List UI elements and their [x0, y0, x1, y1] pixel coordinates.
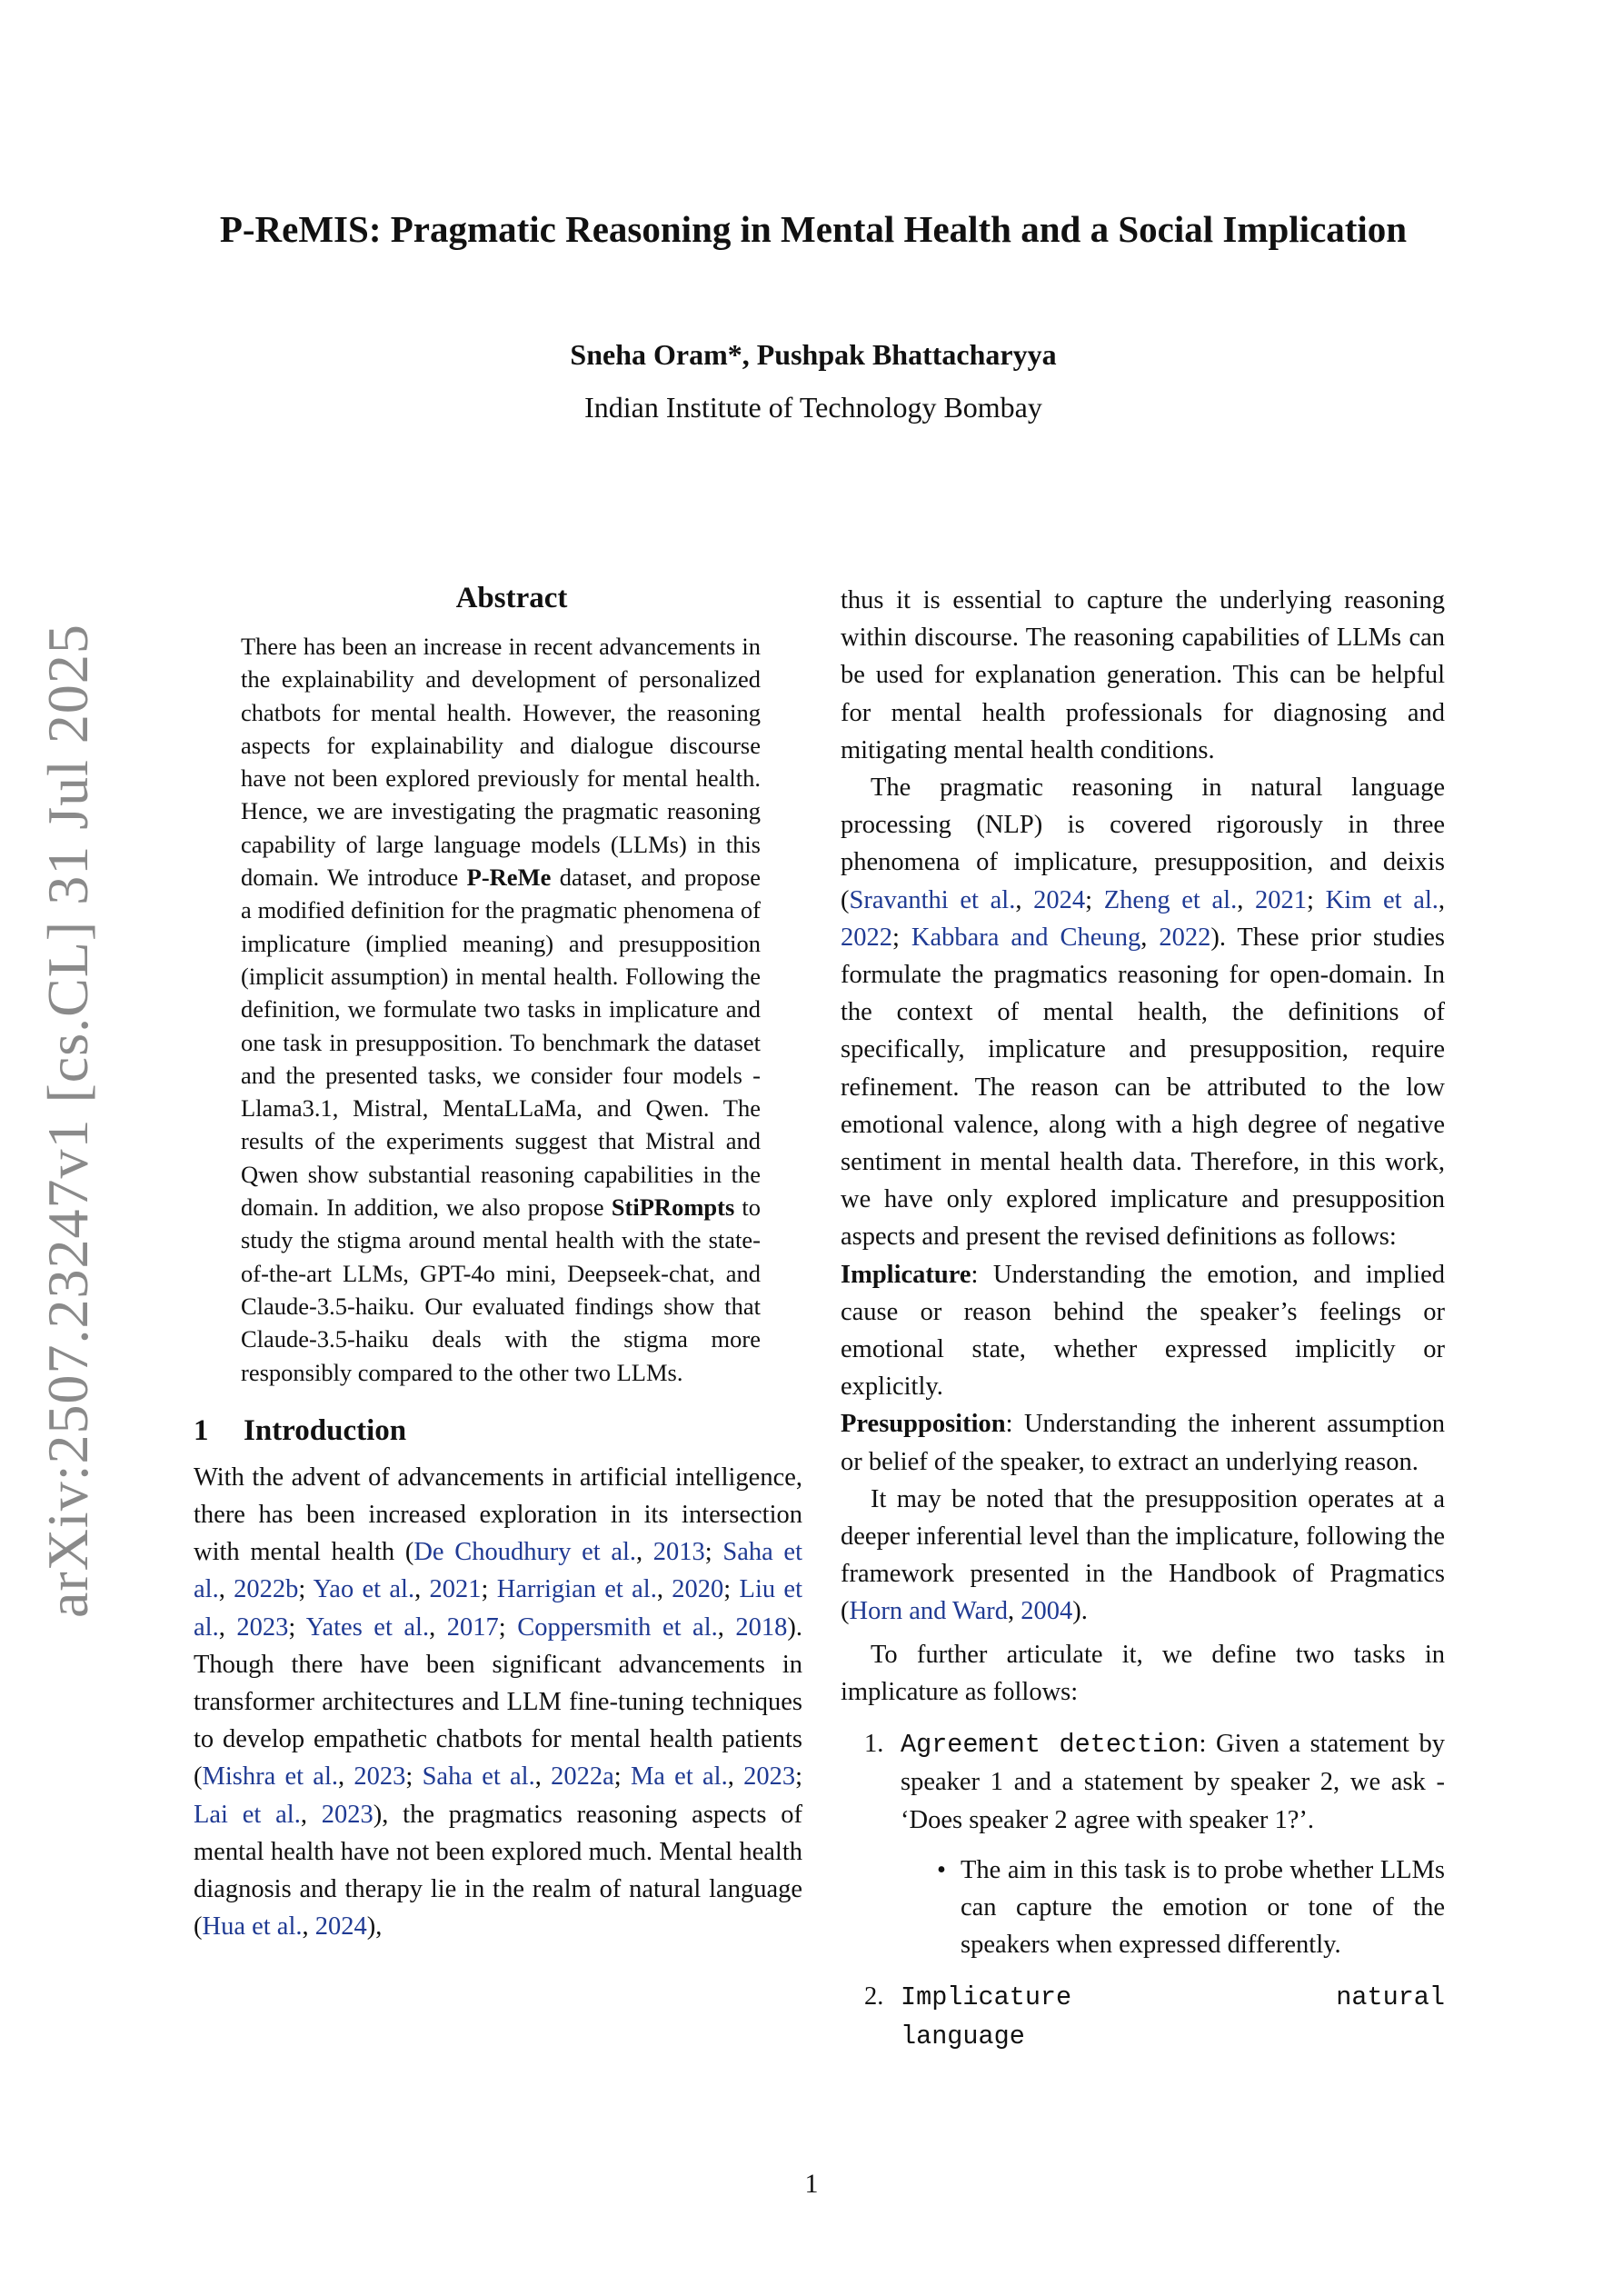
citation-year-link[interactable]: 2024 — [1033, 885, 1086, 914]
citation-link[interactable]: Hua et al. — [202, 1912, 303, 1942]
task-name: Agreement detection — [901, 1730, 1200, 1761]
pragmatics-paragraph: The pragmatic reasoning in natural language processing (NLP) is covered rigorously in three phenomena of implicature, presupposition, and deixis (Sravanthi et al., 2024; Zheng et al., 2021; Kim et al., 2022; Kabbara and Cheung, 2022). These prior studies formulate the pragmatics reasoning for open-domain. In the context of mental health, the definitions of specifically, implicature and presupposition, require refinement. The reason can be attributed to the low emotional valence, along with a high degree of negative sentiment in mental health data. Therefore, in this work, we have only explored implicature and presupposition aspects and present the revised definitions as follows: — [841, 774, 1446, 1252]
task-list — [841, 1725, 1445, 2055]
citation-year-link[interactable]: 2023 — [236, 1612, 289, 1642]
section-heading-introduction: 1 Introduction — [194, 1413, 407, 1447]
author-list: Sneha Oram*, Pushpak Bhattacharyya — [570, 338, 1057, 371]
presupposition-note-paragraph: It may be noted that the presupposition operates at a deeper inferential level than the implicature, following the framework presented in the Handbook of Pragmatics (Horn and Ward, 2004). — [841, 1484, 1445, 1626]
citation-year-link[interactable]: 2004 — [1021, 1597, 1073, 1626]
tasks-intro-paragraph: To further articulate it, we define two tasks in implicature as follows: — [841, 1640, 1445, 1706]
citation-year-link[interactable]: 2022b — [234, 1575, 299, 1604]
citation-year-link[interactable]: 2021 — [429, 1575, 482, 1604]
arxiv-identifier-stamp: arXiv:2507.23247v1 [cs.CL] 31 Jul 2025 — [35, 624, 100, 1618]
page-number: 1 — [804, 2169, 819, 2199]
citation-link[interactable]: Saha et al. — [422, 1762, 535, 1792]
bullet-icon: • — [937, 1855, 946, 1884]
citation-year-link[interactable]: 2024 — [314, 1912, 367, 1942]
citation-link[interactable]: Coppersmith et al. — [517, 1612, 718, 1642]
citation-link[interactable]: Ma et al. — [630, 1762, 728, 1792]
definition-presupposition: Presupposition: Understanding the inherent assumption or belief of the speaker, to extract an underlying reason. — [841, 1410, 1445, 1476]
paper-title: P-ReMIS: Pragmatic Reasoning in Mental Health and a Social Implication — [219, 208, 1408, 250]
citation-link[interactable]: Sravanthi et al. — [849, 885, 1016, 914]
citation-year-link[interactable]: 2017 — [446, 1612, 499, 1642]
citation-link[interactable]: Zheng et al. — [1103, 885, 1238, 914]
citation-link[interactable]: Mishra et al. — [202, 1762, 339, 1792]
citation-year-link[interactable]: 2022a — [551, 1762, 614, 1792]
citation-year-link[interactable]: 2018 — [735, 1612, 788, 1642]
citation-year-link[interactable]: 2013 — [652, 1538, 705, 1567]
citation-year-link[interactable]: 2021 — [1255, 885, 1308, 914]
task-item: 1. Agreement detection: Given a statement by speaker 1 and a statement by speaker 2, we ask - ‘Does speaker 2 agree with speaker 1?’. • The aim in this task is to probe whether LLMs can capture the emotion or tone of the speakers when expressed differently. — [841, 1725, 1445, 1963]
citation-link[interactable]: Yao et al. — [313, 1575, 415, 1604]
dataset-name-pereme: P-ReMe — [466, 863, 552, 892]
citation-link[interactable]: Yates et al. — [305, 1612, 430, 1642]
citation-year-link[interactable]: 2020 — [672, 1575, 724, 1604]
citation-year-link[interactable]: 2022 — [1159, 923, 1211, 952]
citation-year-link[interactable]: 2023 — [353, 1762, 406, 1792]
task-name: Implicature natural language — [901, 1982, 1445, 2051]
intro-continued-paragraph: thus it is essential to capture the underlying reasoning within discourse. The reasoning capabilities of LLMs can be used for explanation generation. This can be helpful for mental health professionals for diagnosing and mitigating mental health conditions. — [841, 586, 1445, 764]
left-column — [194, 582, 802, 1945]
task-bullet: • The aim in this task is to probe whether LLMs can capture the emotion or tone of the speakers when expressed differently. — [901, 1852, 1445, 1964]
citation-link[interactable]: Lai et al. — [194, 1800, 301, 1829]
definition-term: Implicature — [841, 1260, 971, 1289]
citation-year-link[interactable]: 2023 — [321, 1800, 373, 1829]
citation-year-link[interactable]: 2022 — [841, 923, 892, 952]
citation-link[interactable]: Harrigian et al. — [496, 1575, 657, 1604]
citation-link[interactable]: Saha et al. — [194, 1538, 802, 1604]
stiprompts-name: StiPRompts — [611, 1193, 735, 1222]
citation-link[interactable]: Kabbara and Cheung — [911, 923, 1141, 952]
citation-link[interactable]: Horn and Ward — [849, 1597, 1008, 1626]
citation-year-link[interactable]: 2023 — [743, 1762, 796, 1792]
definition-term: Presupposition — [841, 1410, 1006, 1439]
task-item: 2. Implicature natural language — [864, 1982, 1445, 2051]
introduction-paragraph: With the advent of advancements in artificial intelligence, there has been increased exploration in its intersection with mental health (De Choudhury et al., 2013; Saha et al., 2022b; Yao et al., 2021; Harrigian et al., 2020; Liu et al., 2023; Yates et al., 2017; Coppersmith et al., 2018). Though there have been significant advancements in transformer architectures and LLM fine-tuning techniques to develop empathetic chatbots for mental health patients (Mishra et al., 2023; Saha et al., 2022a; Ma et al., 2023; Lai et al., 2023), the pragmatics reasoning aspects of mental health have not been explored much. Mental health diagnosis and therapy lie in the realm of natural language (Hua et al., 2024), — [194, 1462, 803, 1942]
citation-link[interactable]: Kim et al. — [1325, 885, 1439, 914]
citation-link[interactable]: De Choudhury et al. — [413, 1538, 637, 1567]
right-column — [841, 582, 1445, 2055]
citation-link[interactable]: Liu et al. — [194, 1575, 802, 1642]
abstract-heading: Abstract — [455, 582, 568, 614]
author-affiliation: Indian Institute of Technology Bombay — [584, 391, 1042, 424]
task-sublist — [901, 1852, 1445, 1964]
definition-implicature: Implicature: Understanding the emotion, and implied cause or reason behind the speaker’s feelings or emotional state, whether expressed implicitly or explicitly. — [841, 1260, 1445, 1402]
abstract-text: There has been an increase in recent advancements in the explainability and development of personalized chatbots for mental health. However, the reasoning aspects for explainability and dialogue discourse have not been explored previously for mental health. Hence, we are investigating the pragmatic reasoning capability of large language models (LLMs) in this domain. We introduce P-ReMe dataset, and propose a modified definition for the pragmatic phenomena of implicature (implied meaning) and presupposition (implicit assumption) in mental health. Following the definition, we formulate two tasks in implicature and one task in presupposition. To benchmark the dataset and the presented tasks, we consider four models - Llama3.1, Mistral, MentaLLaMa, and Qwen. The results of the experiments suggest that Mistral and Qwen show substantial reasoning capabilities in the domain. In addition, we also propose StiPRompts to study the stigma around mental health with the state-of-the-art LLMs, GPT-4o mini, Deepseek-chat, and Claude-3.5-haiku. Our evaluated findings show that Claude-3.5-haiku deals with the stigma more responsibly compared to the other two LLMs. — [241, 633, 761, 1386]
